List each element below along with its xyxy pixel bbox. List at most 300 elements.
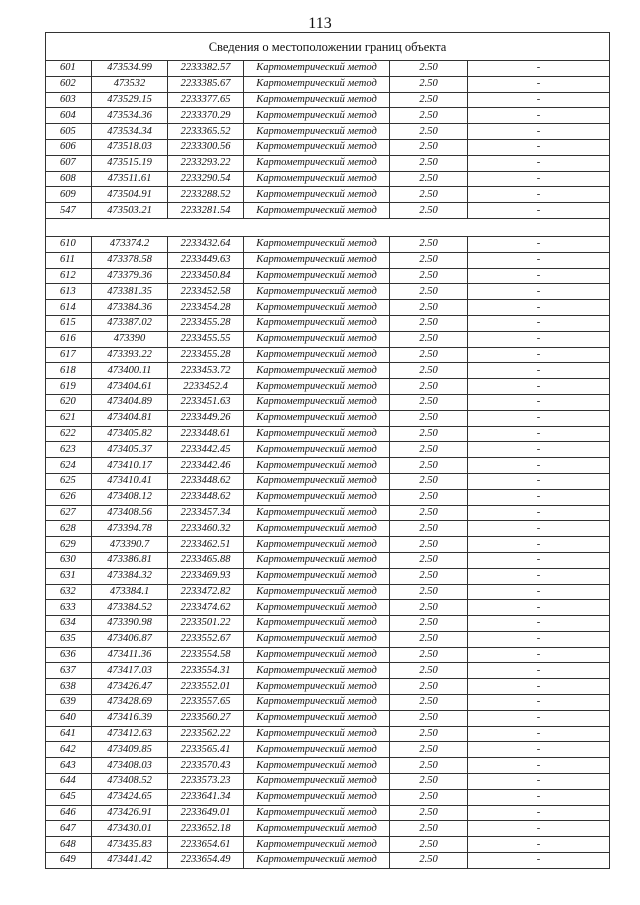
method-cell: Картометрический метод <box>244 584 390 600</box>
coord-y-cell: 2233462.51 <box>168 537 244 553</box>
description-cell: - <box>468 268 610 284</box>
point-number-cell: 618 <box>46 363 92 379</box>
coord-y-cell: 2233454.28 <box>168 300 244 316</box>
point-number-cell: 617 <box>46 347 92 363</box>
description-cell: - <box>468 521 610 537</box>
point-number-cell: 637 <box>46 663 92 679</box>
table-row <box>46 426 610 442</box>
accuracy-cell: 2.50 <box>390 537 468 553</box>
accuracy-cell: 2.50 <box>390 726 468 742</box>
coord-x-cell: 473384.32 <box>92 568 168 584</box>
description-cell: - <box>468 600 610 616</box>
table-row <box>46 268 610 284</box>
accuracy-cell: 2.50 <box>390 187 468 203</box>
method-cell: Картометрический метод <box>244 837 390 853</box>
method-cell: Картометрический метод <box>244 789 390 805</box>
table-row <box>46 805 610 821</box>
point-number-cell: 638 <box>46 679 92 695</box>
method-cell: Картометрический метод <box>244 505 390 521</box>
coord-x-cell: 473410.41 <box>92 473 168 489</box>
point-number-cell: 610 <box>46 236 92 252</box>
coord-y-cell: 2233460.32 <box>168 521 244 537</box>
description-cell: - <box>468 236 610 252</box>
accuracy-cell: 2.50 <box>390 758 468 774</box>
coord-x-cell: 473390.7 <box>92 537 168 553</box>
coord-x-cell: 473504.91 <box>92 187 168 203</box>
point-number-cell: 608 <box>46 171 92 187</box>
coord-y-cell: 2233448.62 <box>168 473 244 489</box>
coord-y-cell: 2233300.56 <box>168 139 244 155</box>
accuracy-cell: 2.50 <box>390 379 468 395</box>
coord-y-cell: 2233557.65 <box>168 695 244 711</box>
point-number-cell: 640 <box>46 710 92 726</box>
table-row <box>46 821 610 837</box>
accuracy-cell: 2.50 <box>390 108 468 124</box>
method-cell: Картометрический метод <box>244 379 390 395</box>
accuracy-cell: 2.50 <box>390 631 468 647</box>
accuracy-cell: 2.50 <box>390 442 468 458</box>
coord-y-cell: 2233649.01 <box>168 805 244 821</box>
method-cell: Картометрический метод <box>244 473 390 489</box>
method-cell: Картометрический метод <box>244 663 390 679</box>
table-row <box>46 616 610 632</box>
point-number-cell: 631 <box>46 568 92 584</box>
accuracy-cell: 2.50 <box>390 76 468 92</box>
point-number-cell: 621 <box>46 410 92 426</box>
method-cell: Картометрический метод <box>244 203 390 219</box>
table-row <box>46 489 610 505</box>
coord-y-cell: 2233442.46 <box>168 458 244 474</box>
table-row <box>46 521 610 537</box>
point-number-cell: 647 <box>46 821 92 837</box>
table-row <box>46 600 610 616</box>
description-cell: - <box>468 742 610 758</box>
method-cell: Картометрический метод <box>244 171 390 187</box>
coord-x-cell: 473409.85 <box>92 742 168 758</box>
table-row <box>46 789 610 805</box>
coord-y-cell: 2233469.93 <box>168 568 244 584</box>
coord-y-cell: 2233450.84 <box>168 268 244 284</box>
method-cell: Картометрический метод <box>244 410 390 426</box>
accuracy-cell: 2.50 <box>390 347 468 363</box>
description-cell: - <box>468 410 610 426</box>
table-row <box>46 300 610 316</box>
point-number-cell: 620 <box>46 394 92 410</box>
method-cell: Картометрический метод <box>244 124 390 140</box>
coord-x-cell: 473534.99 <box>92 61 168 77</box>
table-row <box>46 758 610 774</box>
coord-y-cell: 2233652.18 <box>168 821 244 837</box>
coord-x-cell: 473416.39 <box>92 710 168 726</box>
accuracy-cell: 2.50 <box>390 284 468 300</box>
description-cell: - <box>468 853 610 869</box>
coord-y-cell: 2233554.58 <box>168 647 244 663</box>
description-cell: - <box>468 505 610 521</box>
point-number-cell: 641 <box>46 726 92 742</box>
point-number-cell: 643 <box>46 758 92 774</box>
table-row <box>46 363 610 379</box>
method-cell: Картометрический метод <box>244 805 390 821</box>
accuracy-cell: 2.50 <box>390 821 468 837</box>
coord-x-cell: 473393.22 <box>92 347 168 363</box>
coord-x-cell: 473386.81 <box>92 552 168 568</box>
accuracy-cell: 2.50 <box>390 695 468 711</box>
coord-y-cell: 2233455.28 <box>168 347 244 363</box>
accuracy-cell: 2.50 <box>390 236 468 252</box>
table-row <box>46 584 610 600</box>
accuracy-cell: 2.50 <box>390 521 468 537</box>
coord-y-cell: 2233449.63 <box>168 252 244 268</box>
table-row <box>46 726 610 742</box>
table-row <box>46 284 610 300</box>
table-row <box>46 61 610 77</box>
coord-x-cell: 473529.15 <box>92 92 168 108</box>
point-number-cell: 645 <box>46 789 92 805</box>
coord-y-cell: 2233501.22 <box>168 616 244 632</box>
coord-y-cell: 2233370.29 <box>168 108 244 124</box>
table-row <box>46 537 610 553</box>
point-number-cell: 627 <box>46 505 92 521</box>
table-row <box>46 837 610 853</box>
description-cell: - <box>468 584 610 600</box>
accuracy-cell: 2.50 <box>390 616 468 632</box>
description-cell: - <box>468 252 610 268</box>
table-row <box>46 203 610 219</box>
description-cell: - <box>468 76 610 92</box>
description-cell: - <box>468 155 610 171</box>
coord-x-cell: 473408.12 <box>92 489 168 505</box>
table-row <box>46 347 610 363</box>
coord-x-cell: 473411.36 <box>92 647 168 663</box>
point-number-cell: 639 <box>46 695 92 711</box>
accuracy-cell: 2.50 <box>390 710 468 726</box>
point-number-cell: 635 <box>46 631 92 647</box>
method-cell: Картометрический метод <box>244 758 390 774</box>
coord-x-cell: 473503.21 <box>92 203 168 219</box>
boundary-coordinates-table <box>45 32 610 869</box>
method-cell: Картометрический метод <box>244 442 390 458</box>
table-row <box>46 647 610 663</box>
accuracy-cell: 2.50 <box>390 300 468 316</box>
method-cell: Картометрический метод <box>244 458 390 474</box>
coord-y-cell: 2233453.72 <box>168 363 244 379</box>
table-row <box>46 774 610 790</box>
method-cell: Картометрический метод <box>244 139 390 155</box>
accuracy-cell: 2.50 <box>390 568 468 584</box>
description-cell: - <box>468 473 610 489</box>
accuracy-cell: 2.50 <box>390 742 468 758</box>
coord-y-cell: 2233455.55 <box>168 331 244 347</box>
point-number-cell: 628 <box>46 521 92 537</box>
point-number-cell: 615 <box>46 315 92 331</box>
coord-y-cell: 2233554.31 <box>168 663 244 679</box>
method-cell: Картометрический метод <box>244 552 390 568</box>
coord-y-cell: 2233382.57 <box>168 61 244 77</box>
description-cell: - <box>468 679 610 695</box>
table-row <box>46 663 610 679</box>
point-number-cell: 607 <box>46 155 92 171</box>
table-row <box>46 108 610 124</box>
method-cell: Картометрический метод <box>244 426 390 442</box>
description-cell: - <box>468 363 610 379</box>
table-row <box>46 315 610 331</box>
coord-x-cell: 473441.42 <box>92 853 168 869</box>
coord-x-cell: 473378.58 <box>92 252 168 268</box>
coord-x-cell: 473394.78 <box>92 521 168 537</box>
coord-x-cell: 473405.82 <box>92 426 168 442</box>
point-number-cell: 622 <box>46 426 92 442</box>
coord-x-cell: 473379.36 <box>92 268 168 284</box>
description-cell: - <box>468 537 610 553</box>
coord-x-cell: 473408.03 <box>92 758 168 774</box>
table-row <box>46 853 610 869</box>
description-cell: - <box>468 726 610 742</box>
coord-y-cell: 2233455.28 <box>168 315 244 331</box>
coord-y-cell: 2233290.54 <box>168 171 244 187</box>
point-number-cell: 616 <box>46 331 92 347</box>
description-cell: - <box>468 695 610 711</box>
coord-x-cell: 473408.56 <box>92 505 168 521</box>
coord-x-cell: 473405.37 <box>92 442 168 458</box>
accuracy-cell: 2.50 <box>390 837 468 853</box>
table-row <box>46 742 610 758</box>
method-cell: Картометрический метод <box>244 695 390 711</box>
accuracy-cell: 2.50 <box>390 584 468 600</box>
coord-y-cell: 2233465.88 <box>168 552 244 568</box>
description-cell: - <box>468 124 610 140</box>
method-cell: Картометрический метод <box>244 108 390 124</box>
method-cell: Картометрический метод <box>244 347 390 363</box>
accuracy-cell: 2.50 <box>390 679 468 695</box>
description-cell: - <box>468 187 610 203</box>
description-cell: - <box>468 774 610 790</box>
table-row <box>46 171 610 187</box>
coord-x-cell: 473534.36 <box>92 108 168 124</box>
coord-x-cell: 473404.61 <box>92 379 168 395</box>
coord-y-cell: 2233448.62 <box>168 489 244 505</box>
method-cell: Картометрический метод <box>244 521 390 537</box>
coord-x-cell: 473384.52 <box>92 600 168 616</box>
point-number-cell: 629 <box>46 537 92 553</box>
table-row <box>46 92 610 108</box>
description-cell: - <box>468 171 610 187</box>
method-cell: Картометрический метод <box>244 537 390 553</box>
coord-x-cell: 473384.1 <box>92 584 168 600</box>
point-number-cell: 634 <box>46 616 92 632</box>
point-number-cell: 614 <box>46 300 92 316</box>
method-cell: Картометрический метод <box>244 92 390 108</box>
coord-y-cell: 2233654.49 <box>168 853 244 869</box>
accuracy-cell: 2.50 <box>390 647 468 663</box>
point-number-cell: 633 <box>46 600 92 616</box>
coord-y-cell: 2233448.61 <box>168 426 244 442</box>
method-cell: Картометрический метод <box>244 821 390 837</box>
coord-y-cell: 2233472.82 <box>168 584 244 600</box>
method-cell: Картометрический метод <box>244 742 390 758</box>
accuracy-cell: 2.50 <box>390 315 468 331</box>
coord-x-cell: 473515.19 <box>92 155 168 171</box>
point-number-cell: 604 <box>46 108 92 124</box>
coord-x-cell: 473381.35 <box>92 284 168 300</box>
method-cell: Картометрический метод <box>244 315 390 331</box>
table-body <box>46 33 610 869</box>
method-cell: Картометрический метод <box>244 489 390 505</box>
accuracy-cell: 2.50 <box>390 331 468 347</box>
description-cell: - <box>468 92 610 108</box>
table-row <box>46 379 610 395</box>
table-row <box>46 155 610 171</box>
table-row <box>46 139 610 155</box>
table-row <box>46 458 610 474</box>
description-cell: - <box>468 647 610 663</box>
point-number-cell: 605 <box>46 124 92 140</box>
coord-x-cell: 473424.65 <box>92 789 168 805</box>
coord-x-cell: 473532 <box>92 76 168 92</box>
coord-y-cell: 2233452.4 <box>168 379 244 395</box>
coord-y-cell: 2233432.64 <box>168 236 244 252</box>
accuracy-cell: 2.50 <box>390 363 468 379</box>
accuracy-cell: 2.50 <box>390 155 468 171</box>
description-cell: - <box>468 442 610 458</box>
coord-y-cell: 2233641.34 <box>168 789 244 805</box>
method-cell: Картометрический метод <box>244 331 390 347</box>
coord-y-cell: 2233654.61 <box>168 837 244 853</box>
coord-x-cell: 473426.91 <box>92 805 168 821</box>
description-cell: - <box>468 710 610 726</box>
coord-y-cell: 2233365.52 <box>168 124 244 140</box>
table-row <box>46 695 610 711</box>
point-number-cell: 606 <box>46 139 92 155</box>
description-cell: - <box>468 426 610 442</box>
description-cell: - <box>468 284 610 300</box>
description-cell: - <box>468 552 610 568</box>
table-row <box>46 473 610 489</box>
coord-y-cell: 2233560.27 <box>168 710 244 726</box>
description-cell: - <box>468 331 610 347</box>
description-cell: - <box>468 821 610 837</box>
method-cell: Картометрический метод <box>244 268 390 284</box>
method-cell: Картометрический метод <box>244 300 390 316</box>
accuracy-cell: 2.50 <box>390 171 468 187</box>
coord-x-cell: 473428.69 <box>92 695 168 711</box>
coord-x-cell: 473390.98 <box>92 616 168 632</box>
accuracy-cell: 2.50 <box>390 410 468 426</box>
accuracy-cell: 2.50 <box>390 458 468 474</box>
coord-y-cell: 2233385.67 <box>168 76 244 92</box>
coord-x-cell: 473390 <box>92 331 168 347</box>
accuracy-cell: 2.50 <box>390 489 468 505</box>
accuracy-cell: 2.50 <box>390 426 468 442</box>
point-number-cell: 623 <box>46 442 92 458</box>
method-cell: Картометрический метод <box>244 252 390 268</box>
description-cell: - <box>468 837 610 853</box>
page-number: 113 <box>308 15 332 32</box>
method-cell: Картометрический метод <box>244 710 390 726</box>
description-cell: - <box>468 347 610 363</box>
description-cell: - <box>468 458 610 474</box>
coord-x-cell: 473400.11 <box>92 363 168 379</box>
accuracy-cell: 2.50 <box>390 252 468 268</box>
coord-y-cell: 2233552.67 <box>168 631 244 647</box>
method-cell: Картометрический метод <box>244 631 390 647</box>
point-number-cell: 619 <box>46 379 92 395</box>
coord-y-cell: 2233457.34 <box>168 505 244 521</box>
point-number-cell: 547 <box>46 203 92 219</box>
coord-y-cell: 2233442.45 <box>168 442 244 458</box>
coord-x-cell: 473417.03 <box>92 663 168 679</box>
description-cell: - <box>468 758 610 774</box>
accuracy-cell: 2.50 <box>390 505 468 521</box>
accuracy-cell: 2.50 <box>390 789 468 805</box>
coord-x-cell: 473410.17 <box>92 458 168 474</box>
table-row <box>46 76 610 92</box>
accuracy-cell: 2.50 <box>390 268 468 284</box>
description-cell: - <box>468 300 610 316</box>
coord-y-cell: 2233293.22 <box>168 155 244 171</box>
table-row <box>46 236 610 252</box>
point-number-cell: 612 <box>46 268 92 284</box>
coord-y-cell: 2233281.54 <box>168 203 244 219</box>
description-cell: - <box>468 631 610 647</box>
method-cell: Картометрический метод <box>244 394 390 410</box>
method-cell: Картометрический метод <box>244 647 390 663</box>
coord-x-cell: 473426.47 <box>92 679 168 695</box>
coord-x-cell: 473435.83 <box>92 837 168 853</box>
accuracy-cell: 2.50 <box>390 394 468 410</box>
table-row <box>46 331 610 347</box>
table-row <box>46 187 610 203</box>
method-cell: Картометрический метод <box>244 187 390 203</box>
accuracy-cell: 2.50 <box>390 61 468 77</box>
description-cell: - <box>468 789 610 805</box>
method-cell: Картометрический метод <box>244 726 390 742</box>
point-number-cell: 609 <box>46 187 92 203</box>
coord-x-cell: 473511.61 <box>92 171 168 187</box>
coord-x-cell: 473387.02 <box>92 315 168 331</box>
point-number-cell: 630 <box>46 552 92 568</box>
description-cell: - <box>468 61 610 77</box>
method-cell: Картометрический метод <box>244 679 390 695</box>
method-cell: Картометрический метод <box>244 616 390 632</box>
point-number-cell: 625 <box>46 473 92 489</box>
coord-y-cell: 2233451.63 <box>168 394 244 410</box>
coord-y-cell: 2233288.52 <box>168 187 244 203</box>
coord-x-cell: 473404.89 <box>92 394 168 410</box>
accuracy-cell: 2.50 <box>390 663 468 679</box>
description-cell: - <box>468 663 610 679</box>
point-number-cell: 632 <box>46 584 92 600</box>
coord-y-cell: 2233452.58 <box>168 284 244 300</box>
description-cell: - <box>468 616 610 632</box>
description-cell: - <box>468 315 610 331</box>
accuracy-cell: 2.50 <box>390 853 468 869</box>
accuracy-cell: 2.50 <box>390 774 468 790</box>
point-number-cell: 642 <box>46 742 92 758</box>
coord-x-cell: 473430.01 <box>92 821 168 837</box>
accuracy-cell: 2.50 <box>390 805 468 821</box>
coord-x-cell: 473518.03 <box>92 139 168 155</box>
coord-x-cell: 473404.81 <box>92 410 168 426</box>
description-cell: - <box>468 379 610 395</box>
group-separator-cell <box>46 218 610 236</box>
table-row <box>46 252 610 268</box>
description-cell: - <box>468 805 610 821</box>
coord-y-cell: 2233570.43 <box>168 758 244 774</box>
description-cell: - <box>468 394 610 410</box>
method-cell: Картометрический метод <box>244 774 390 790</box>
coord-y-cell: 2233552.01 <box>168 679 244 695</box>
point-number-cell: 603 <box>46 92 92 108</box>
